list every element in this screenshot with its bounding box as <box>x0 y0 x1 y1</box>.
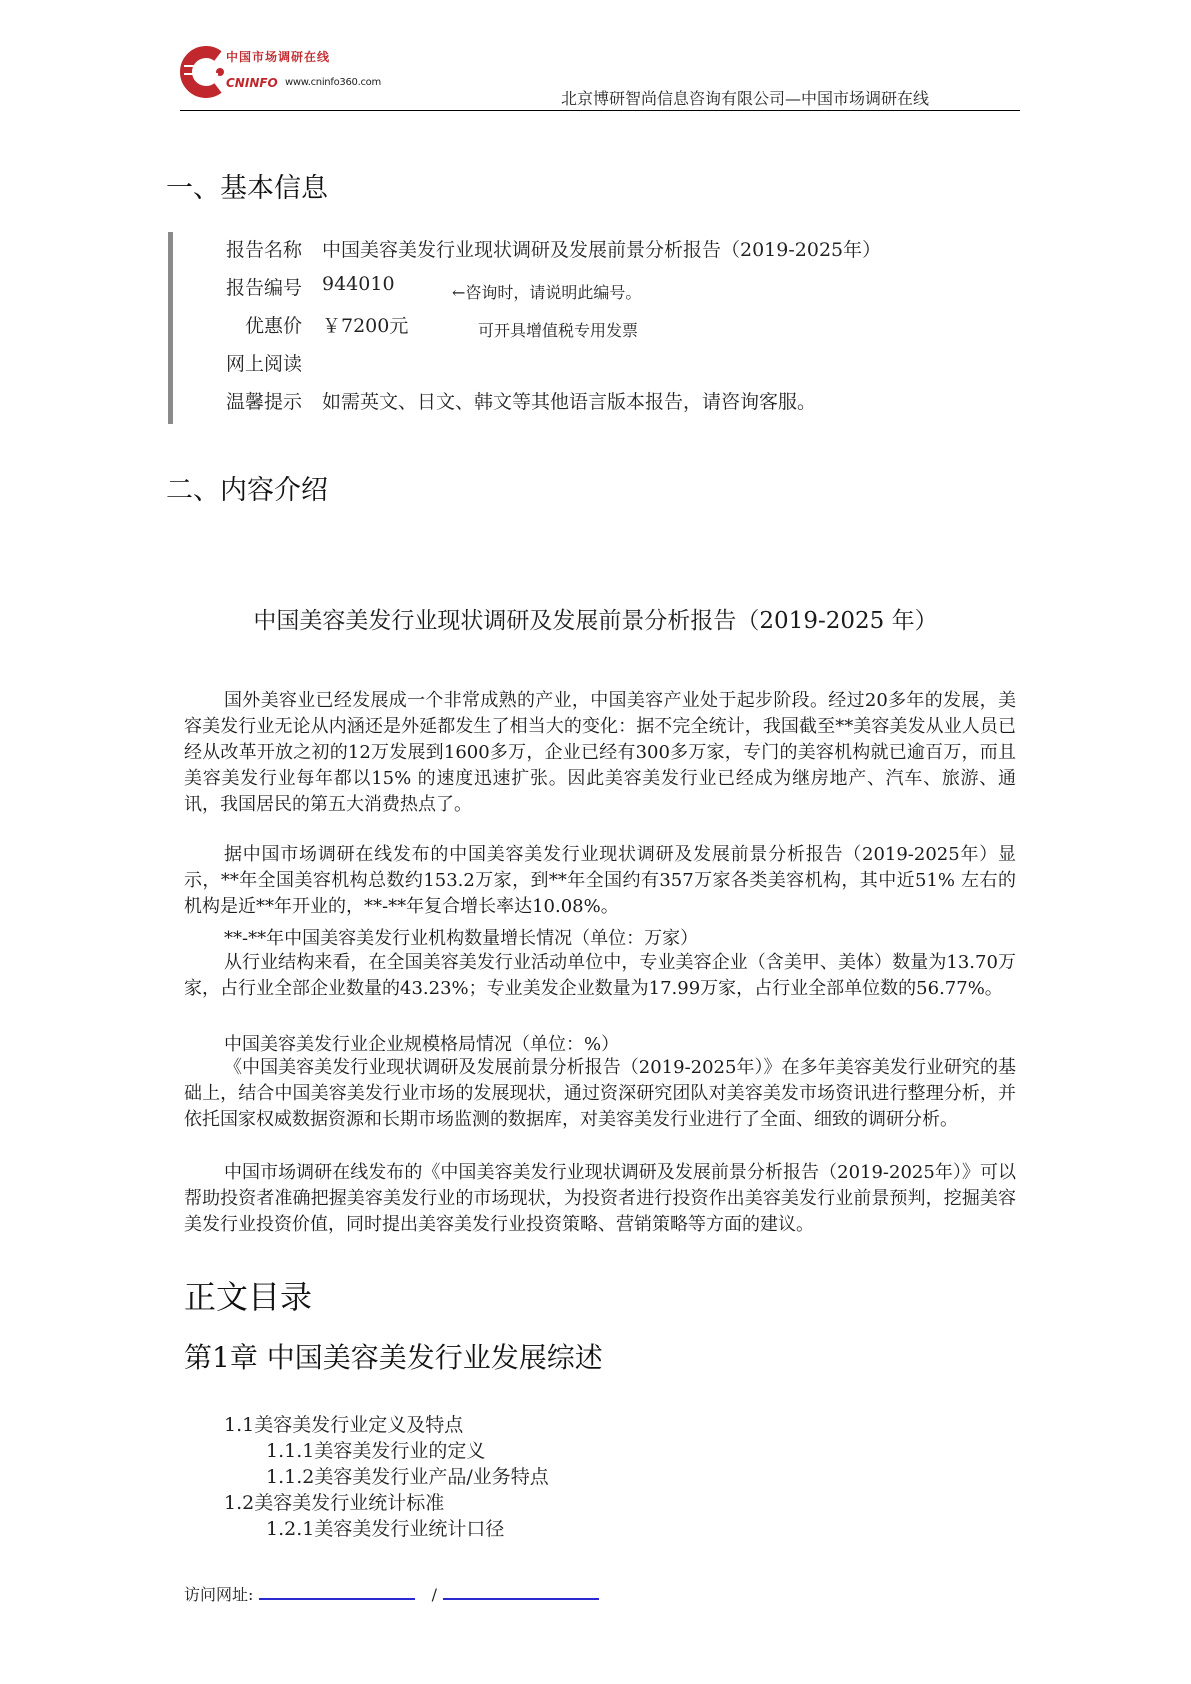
footer-link-1[interactable] <box>259 1584 415 1600</box>
figure-caption: **-**年中国美容美发行业机构数量增长情况（单位：万家） <box>224 928 699 949</box>
toc-title: 正文目录 <box>184 1278 313 1316</box>
paragraph <box>184 688 1016 818</box>
code-note: ←咨询时，请说明此编号。 <box>452 283 642 302</box>
info-value: 944010 <box>322 273 395 295</box>
paragraph <box>184 1055 1016 1133</box>
toc-item: 1.2美容美发行业统计标准 <box>224 1492 445 1514</box>
paragraph-text: 据中国市场调研在线发布的中国美容美发行业现状调研及发展前景分析报告（2019-2025年）显示，**年全国美容机构总数约153.2万家，到**年全国约有357万家各类美容机构，其中近51% 左右的机构是近**年开业的，**-**年复合增长率达10.08%。 <box>184 844 1016 917</box>
section-content-title: 二、内容介绍 <box>166 475 328 506</box>
paragraph-text: 国外美容业已经发展成一个非常成熟的产业，中国美容产业处于起步阶段。经过20多年的发展，美容美发行业无论从内涵还是外延都发生了相当大的变化：据不完全统计，我国截至**美容美发从业人员已经从改革开放之初的12万发展到1600多万，企业已经有300多万家，专门的美容机构就已逾百万，而且美容美发行业每年都以15% 的速度迅速扩张。因此美容美发行业已经成为继房地产、汽车、旅游、通讯，我国居民的第五大消费热点了。 <box>184 690 1016 815</box>
info-value: 中国美容美发行业现状调研及发展前景分析报告（2019-2025年） <box>322 239 882 261</box>
paragraph-text: 《中国美容美发行业现状调研及发展前景分析报告（2019-2025年）》在多年美容美发行业研究的基础上，结合中国美容美发行业市场的发展现状，通过资深研究团队对美容美发市场资讯进行整理分析，并依托国家权威数据资源和长期市场监测的数据库，对美容美发行业进行了全面、细致的调研分析。 <box>184 1057 1016 1130</box>
section-basic-info-title: 一、基本信息 <box>166 173 328 204</box>
paragraph <box>184 1160 1016 1238</box>
info-value: ￥7200元 <box>322 315 409 337</box>
header-company-name: 北京博研智尚信息咨询有限公司—中国市场调研在线 <box>560 89 929 108</box>
info-label: 网上阅读 <box>225 353 302 375</box>
toc-chapter-1: 第1章 中国美容美发行业发展综述 <box>184 1341 603 1374</box>
info-label: 优惠价 <box>244 315 302 337</box>
toc-item: 1.1美容美发行业定义及特点 <box>224 1414 464 1436</box>
paragraph <box>184 950 1016 1002</box>
toc-item: 1.2.1美容美发行业统计口径 <box>266 1518 505 1540</box>
info-label: 报告名称 <box>225 239 302 261</box>
logo-name: 中国市场调研在线 <box>226 50 331 64</box>
report-title: 中国美容美发行业现状调研及发展前景分析报告（2019-2025 年） <box>253 608 938 634</box>
toc-item: 1.1.2美容美发行业产品/业务特点 <box>266 1466 549 1488</box>
footer <box>184 1582 599 1605</box>
info-label: 报告编号 <box>225 277 302 299</box>
toc-item: 1.1.1美容美发行业的定义 <box>266 1440 486 1462</box>
footer-label: 访问网址: <box>184 1585 254 1604</box>
paragraph <box>184 842 1016 920</box>
invoice-note: 可开具增值税专用发票 <box>478 321 639 340</box>
figure-caption: 中国美容美发行业企业规模格局情况（单位：%） <box>224 1034 620 1055</box>
footer-link-2[interactable] <box>443 1584 599 1600</box>
paragraph-text: 中国市场调研在线发布的《中国美容美发行业现状调研及发展前景分析报告（2019-2025年）》可以帮助投资者准确把握美容美发行业的市场现状，为投资者进行投资作出美容美发行业前景预判，挖掘美容美发行业投资价值，同时提出美容美发行业投资策略、营销策略等方面的建议。 <box>184 1162 1016 1235</box>
info-value: 如需英文、日文、韩文等其他语言版本报告，请咨询客服。 <box>322 391 817 413</box>
header-divider <box>180 110 1020 111</box>
footer-separator: / <box>431 1585 437 1604</box>
info-label: 温馨提示 <box>225 391 302 413</box>
logo-brand: CNINFO <box>226 76 278 90</box>
info-block-bar <box>168 232 173 424</box>
logo-url: www.cninfo360.com <box>285 77 381 88</box>
paragraph-text: 从行业结构来看，在全国美容美发行业活动单位中，专业美容企业（含美甲、美体）数量为13.70万家，占行业全部企业数量的43.23%；专业美发企业数量为17.99万家，占行业全部单位数的56.77%。 <box>184 952 1016 999</box>
